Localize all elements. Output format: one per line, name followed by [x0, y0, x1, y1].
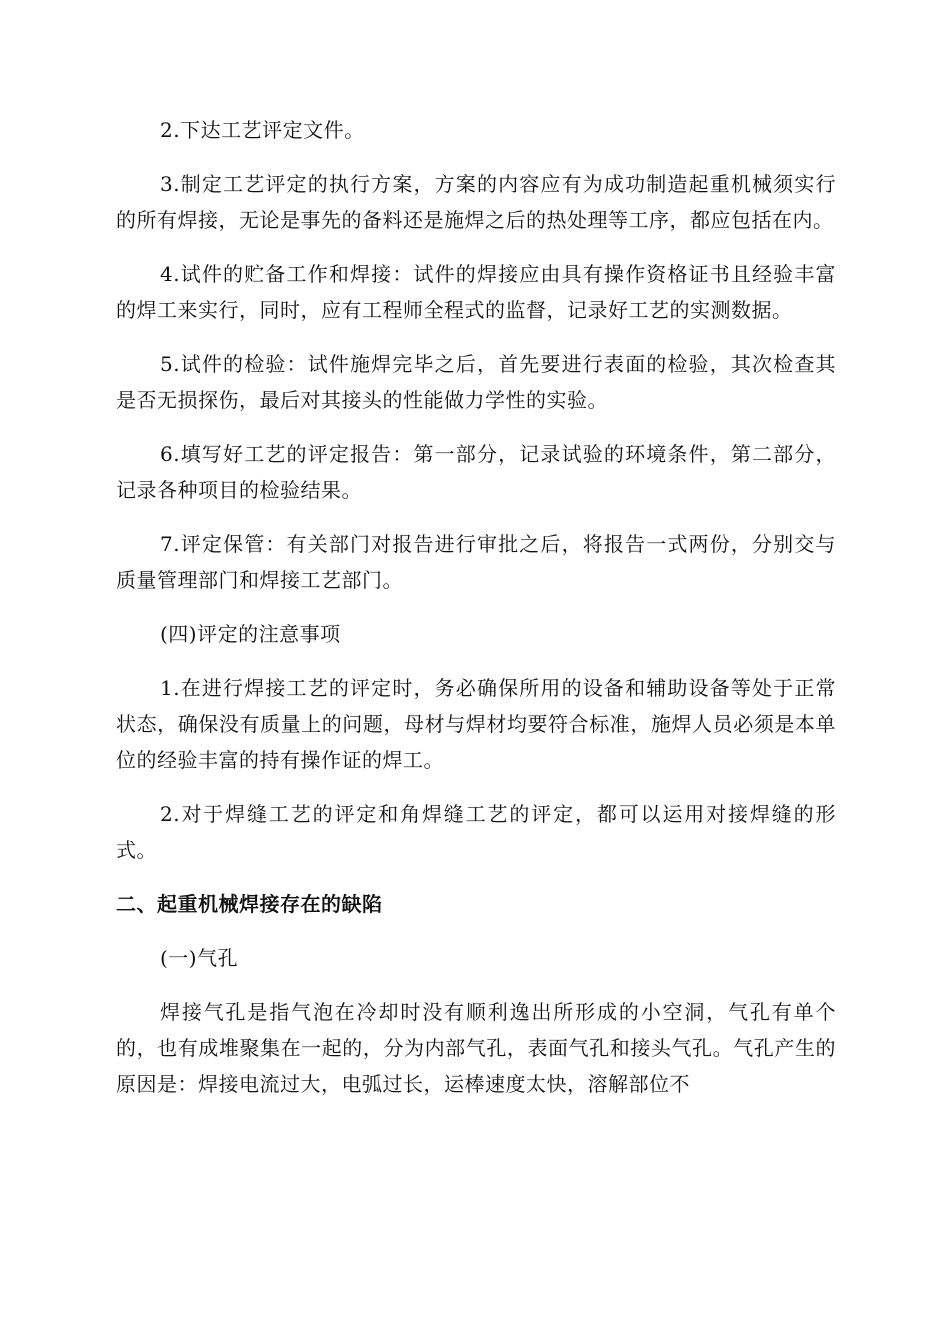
paragraph-step-2: 2.下达工艺评定文件。 [160, 118, 365, 142]
paragraph-note-2: 2.对于焊缝工艺的评定和角焊缝工艺的评定，都可以运用对接焊缝的形式。 [116, 802, 836, 862]
document-body [116, 112, 836, 1120]
paragraph-step-7: 7.评定保管：有关部门对报告进行审批之后，将报告一式两份，分别交与质量管理部门和焊接工艺部门。 [116, 532, 836, 592]
subheading-notes: (四)评定的注意事项 [160, 622, 341, 646]
section-heading-defects: 二、起重机械焊接存在的缺陷 [116, 892, 383, 916]
subheading-porosity: (一)气孔 [160, 946, 239, 970]
paragraph-note-1: 1.在进行焊接工艺的评定时，务必确保所用的设备和辅助设备等处于正常状态，确保没有质量上的问题，母材与焊材均要符合标准，施焊人员必须是本单位的经验丰富的持有操作证的焊工。 [116, 676, 836, 772]
paragraph-step-3: 3.制定工艺评定的执行方案，方案的内容应有为成功制造起重机械须实行的所有焊接，无论是事先的备料还是施焊之后的热处理等工序，都应包括在内。 [116, 172, 836, 232]
paragraph-step-4: 4.试件的贮备工作和焊接：试件的焊接应由具有操作资格证书且经验丰富的焊工来实行，同时，应有工程师全程式的监督，记录好工艺的实测数据。 [116, 262, 836, 322]
paragraph-step-5: 5.试件的检验：试件施焊完毕之后，首先要进行表面的检验，其次检查其是否无损探伤，最后对其接头的性能做力学性的实验。 [116, 352, 836, 412]
paragraph-porosity: 焊接气孔是指气泡在冷却时没有顺利逸出所形成的小空洞，气孔有单个的，也有成堆聚集在一起的，分为内部气孔，表面气孔和接头气孔。气孔产生的原因是：焊接电流过大，电弧过长，运棒速度太快，溶解部位不 [116, 1000, 836, 1096]
paragraph-step-6: 6.填写好工艺的评定报告：第一部分，记录试验的环境条件，第二部分，记录各种项目的检验结果。 [116, 442, 836, 502]
